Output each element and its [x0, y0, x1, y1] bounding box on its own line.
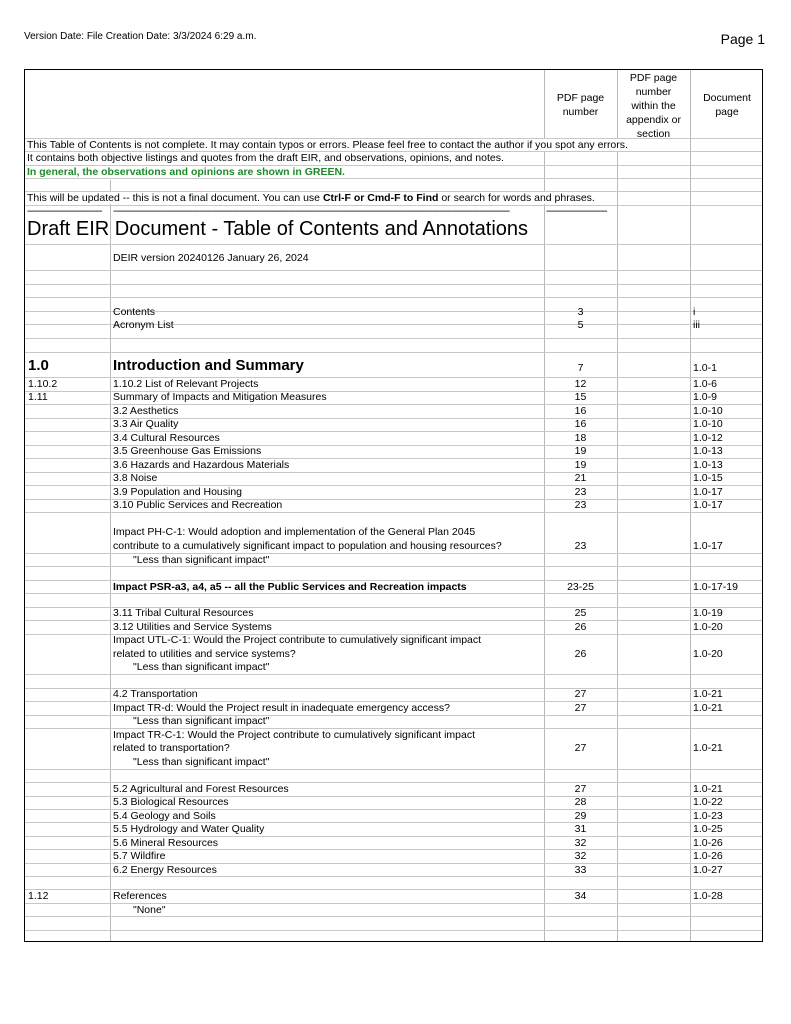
dash-separator: -------------------------------- — [27, 206, 102, 217]
document-title: Draft EIR Document - Table of Contents and Annotations — [27, 218, 529, 240]
col-divider — [110, 180, 111, 941]
col-header-document-page: Document page — [703, 92, 751, 118]
dash-separator: -------------------------------------------------------------------------------------------------------------------------------------------------------------------------- — [113, 206, 510, 217]
toc-table: PDF page number PDF page number within the appendix or section Document page This Table of Contents is not complete. It may contain typos or errors. Please feel free to contact the author if you spot any errors. It contains both objective listings and quotes from the draft EIR, and observations, opinions, and notes. In general, the observations and opinions are shown in GREEN. This will be updated -- this is not a final document. You can use Ctrl-F or Cmd-F to Find or search for words and phrases. -------------------------------- -------------------------------------------------------------------------------------------------------------------------------------------------------------------------- -------------------------- Draft EIR Document - Table of Contents and Annotations DEIR version 20240126 January 26, 2024 Contents 3 i Acronym List 5 iii 1.0 Introduction and Summary 7 1.0-1 1.10.2 1.10.2 List of Relevant Projects 12 1.0-6 1.11 Summary of Impacts and Mitigation Measures 15 1.0-9 3.2 Aesthetics 16 1.0-10 3.3 Air Quality 16 1.0-10 3.4 Cultural Resources 18 1.0-12 3.5 Greenhouse Gas Emissions 19 1.0-13 3.6 Hazards and Hazardous Materials 19 1.0-13 3.8 Noise 21 1.0-15 3.9 Population and Housing 23 1.0-17 3.10 Public Services and Recreation 23 1.0-17 Impact PH-C-1: Would adoption and implementation of the General Plan 2045 contribute to a cumulatively significant impact to population and housing resources? 23 1.0-17 "Less than significant impact" Impact PSR-a3, a4, a5 -- all the Public Services and Recreation impacts 23-25 1.0-17-19 3.11 Tribal Cultural Resources 25 1.0-19 3.12 Utilities and Service Systems 26 1.0-20 Impact UTL-C-1: Would the Project contribute to cumulatively significant impact related to utilities and service systems? 26 1.0-20 "Less than significant impact" 4.2 Transportation 27 1.0-21 Impact TR-d: Would the Project result in inadequate emergency access? 27 1.0-21 "Less than significant impact" Impact TR-C-1: Would the Project contribute to cumulatively significant impact related to transportation? 27 1.0-21 "Less than significant impact" 5.2 Agricultural and Forest Resources 27 1.0-21 5.3 Biological Resources 28 1.0-22 5.4 Geology and Soils 29 1.0-23 5.5 Hydrology and Water Quality 31 1.0-25 5.6 Mineral Resources 32 1.0-26 5.7 Wildfire 32 1.0-26 6.2 Energy Resources 33 1.0-27 1.12 References 34 1.0-28 "None" — [24, 69, 763, 942]
note-contents: It contains both objective listings and quotes from the draft EIR, and observations, opinions, and notes. — [27, 152, 504, 164]
col-divider — [690, 70, 691, 941]
deir-version: DEIR version 20240126 January 26, 2024 — [113, 252, 309, 264]
col-header-pdf-page: PDF page number — [556, 92, 605, 118]
page-number: Page 1 — [720, 31, 765, 47]
version-date: Version Date: File Creation Date: 3/3/2024 6:29 a.m. — [24, 31, 257, 42]
note-find: This will be updated -- this is not a final document. You can use Ctrl-F or Cmd-F to Find or search for words and phrases. — [27, 192, 595, 204]
note-green: In general, the observations and opinions are shown in GREEN. — [27, 166, 345, 178]
note-incomplete: This Table of Contents is not complete. It may contain typos or errors. Please feel free to contact the author if you spot any errors. — [27, 139, 628, 151]
col-header-pdf-within: PDF page number within the appendix or section — [626, 72, 681, 140]
col-divider — [617, 70, 618, 941]
dash-separator: -------------------------- — [546, 206, 607, 217]
